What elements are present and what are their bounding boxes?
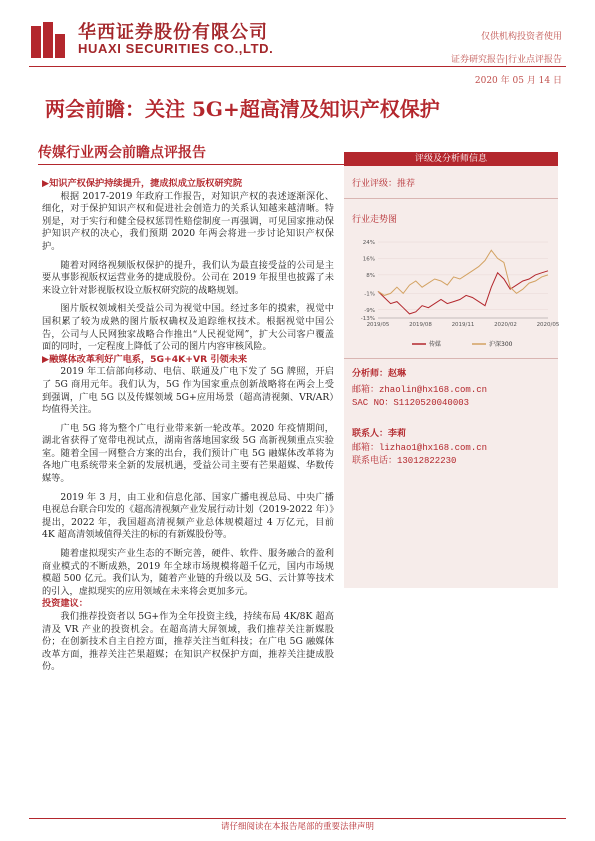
sidebar-header: 评级及分析师信息 xyxy=(344,152,558,166)
legend-label: 传媒 xyxy=(429,341,442,348)
paragraph: 根据 2017-2019 年政府工作报告，对知识产权的表述逐渐深化、细化，对于保护知识产权和促进社会创造力的关系认知越来越清晰。特别是，对于实行和健全侵权惩罚性赔偿制度一再强调，可见国家推动保护知识产权的决心，我们预期 2020 年两会将进一步讨论知识产权保护。 xyxy=(42,190,334,252)
report-subtitle: 传媒行业两会前瞻点评报告 xyxy=(38,145,206,161)
y-tick-label: 16% xyxy=(362,256,375,263)
x-tick-label: 2019/05 xyxy=(366,322,390,328)
subtitle-divider xyxy=(38,164,344,165)
industry-trend-chart xyxy=(352,236,560,356)
analyst-sac: SAC NO：S1120520040003 xyxy=(352,398,470,408)
paragraph: 我们推荐投资者以 5G+作为全年投资主线，持续布局 4K/8K 超高清及 VR 产业的投资机会。在超高清大屏领域，我们推荐关注新媒股份；在创新技术自主自控方面，推荐关注当虹科技；在广电 5G 融媒体改革方面，推荐关注芒果超媒；在知识产权保护方面，推荐关注捷成股份。 xyxy=(42,611,334,673)
contact-email[interactable]: 邮箱：lizhao1@hx168.com.cn xyxy=(352,443,488,453)
y-tick-label: -9% xyxy=(364,307,375,314)
section-title-5g: ▶融媒体改革利好广电系，5G+4K+VR 引领未来 xyxy=(42,353,248,365)
x-tick-label: 2020/02 xyxy=(494,322,517,328)
paragraph: 2019 年 3 月，由工业和信息化部、国家广播电视总局、中央广播电视总台联合印发的《超高清视频产业发展行动计划（2019-2022 年）》提出，2022 年，我国超高清视频产业总体规模超过 4 万亿元，目前 4K 超高清领域值得关注的标的有新媒股份等。 xyxy=(42,491,334,541)
y-tick-label: -1% xyxy=(364,291,375,298)
y-tick-label: 8% xyxy=(366,272,375,279)
industry-rating: 行业评级：推荐 xyxy=(352,179,416,189)
paragraph: 图片版权领域相关受益公司为视觉中国。经过多年的摸索，视觉中国积累了较为成熟的图片版权确权及追踪维权技术。根据视觉中国公告，公司与人民网独家战略合作推出“人民视觉网”，扩大公司客户覆盖面的同时，一定程度上降低了公司的图片内容审核风险。 xyxy=(42,303,334,353)
footer-divider xyxy=(29,818,566,819)
x-tick-label: 2020/05 xyxy=(536,322,560,328)
legal-note: 请仔细阅读在本报告尾部的重要法律声明 xyxy=(220,822,374,832)
y-tick-label: 24% xyxy=(362,240,375,246)
report-title: 两会前瞻：关注 5G+超高清及知识产权保护 xyxy=(45,97,440,121)
paragraph: 广电 5G 将为整个广电行业带来新一轮改革。2020 年疫情期间，湖北省获得了宽带电视试点，湖南省落地国家级 5G 高新视频重点实验室。随着全国一网整合方案的出台，我们预计广电 5G 融媒体改革将为各地广电系统带来全新的发展机遇，受益公司主要有芒果超媒、华数传媒等。 xyxy=(42,422,334,485)
audience-note: 仅供机构投资者使用 xyxy=(480,32,562,42)
sidebar-divider xyxy=(344,198,558,199)
x-tick-label: 2019/11 xyxy=(451,322,475,328)
series-line xyxy=(378,250,548,295)
analyst-name: 分析师：赵琳 xyxy=(352,369,407,379)
sidebar-divider xyxy=(344,358,558,359)
company-name-en: HUAXI SECURITIES CO.,LTD. xyxy=(78,41,274,56)
y-tick-label: -13% xyxy=(360,316,375,322)
paragraph: 随着虚拟现实产业生态的不断完善，硬件、软件、服务融合的盈利商业模式的不断成熟，2019 年全球市场规模将超千亿元，国内市场规模超 500 亿元。我们认为，随着产业链的升级以及 5G、云计算等技术的引入，虚拟现实的应用领域在未来将会更加多元。 xyxy=(42,548,334,597)
chart-title: 行业走势图 xyxy=(352,215,398,225)
company-name-cn: 华西证券股份有限公司 xyxy=(78,22,268,43)
report-date: 2020 年 05 月 14 日 xyxy=(474,76,562,86)
paragraph: 随着对网络视频版权保护的提升，我们认为最直接受益的公司是主要从事影视版权运营业务的捷成股份。公司在 2019 年报里也披露了未来设立针对影视版权设立版权研究院的战略规划。 xyxy=(42,259,334,296)
company-logo xyxy=(29,20,69,60)
section-title-ip: ▶知识产权保护持续提升，捷成拟成立版权研究院 xyxy=(42,178,243,189)
legend-label: 沪深300 xyxy=(489,341,513,348)
paragraph: 2019 年工信部向移动、电信、联通及广电下发了 5G 牌照，开启了 5G 商用元年。我们认为，5G 作为国家重点创新战略将在两会上受到强调，广电 5G 以及传媒领域 5G+应用场景（超高清视频、VR/AR）均值得关注。 xyxy=(42,366,334,416)
analyst-email[interactable]: 邮箱：zhaolin@hx168.com.cn xyxy=(352,385,488,395)
section-title-invest: 投资建议： xyxy=(42,598,88,610)
contact-phone: 联系电话：13012822230 xyxy=(352,456,457,466)
header-divider xyxy=(29,66,566,67)
report-type: 证券研究报告|行业点评报告 xyxy=(450,55,562,65)
contact-name: 联系人：李莉 xyxy=(352,429,407,439)
x-tick-label: 2019/08 xyxy=(409,322,432,328)
report-body xyxy=(42,178,334,674)
